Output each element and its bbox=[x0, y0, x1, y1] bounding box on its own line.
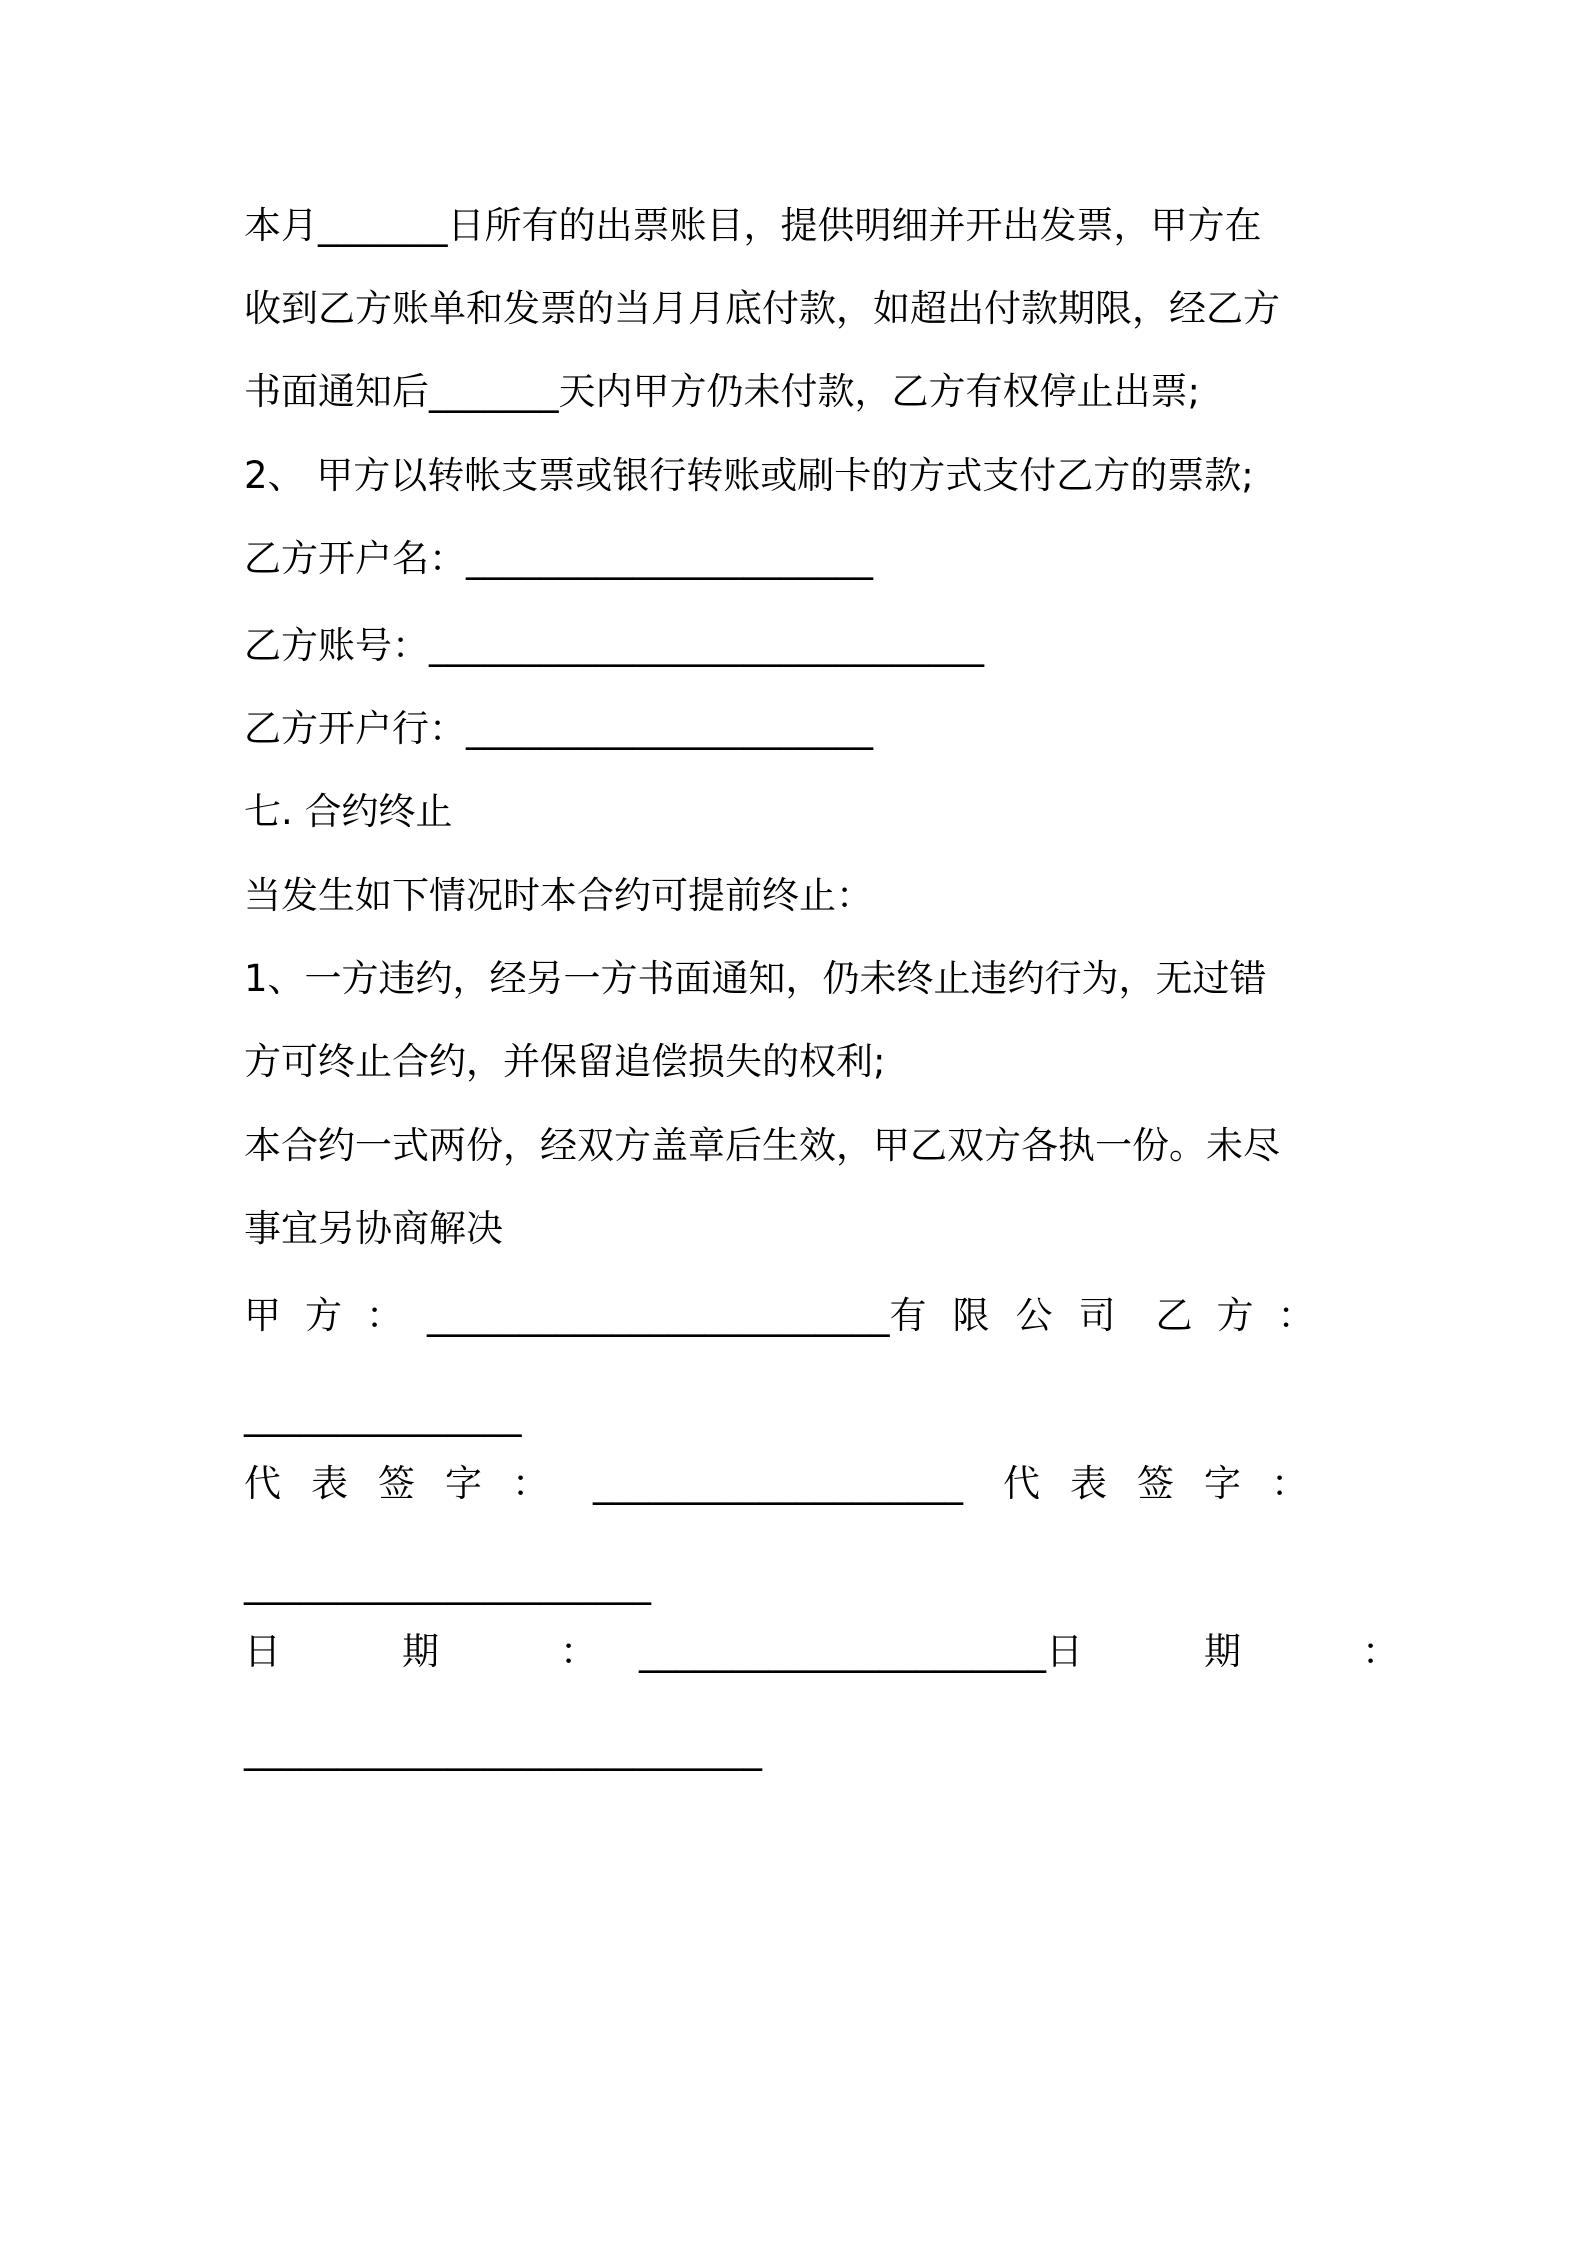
representative-signature-row bbox=[244, 1460, 1354, 1508]
section-7-heading: 七. 合约终止 bbox=[244, 790, 453, 833]
rep-label-b: 代表签字： bbox=[1003, 1462, 1338, 1505]
termination-item-1-line-2: 方可终止合约，并保留追偿损失的权利; bbox=[244, 1040, 886, 1083]
date-label-a: 日 期 ： bbox=[244, 1630, 639, 1673]
party-a-label: 甲方： bbox=[244, 1294, 427, 1337]
payment-paragraph-line-2: 收到乙方账单和发票的当月月底付款，如超出付款期限，经乙方 bbox=[244, 287, 1280, 330]
date-label-b: 日 期 ： bbox=[1046, 1630, 1441, 1673]
account-number-field: 乙方账号：______________________________ bbox=[244, 624, 984, 667]
rep-label-a: 代表签字： bbox=[244, 1462, 579, 1505]
party-signature-row bbox=[244, 1292, 1354, 1340]
termination-intro: 当发生如下情况时本合约可提前终止： bbox=[244, 874, 873, 917]
date-blank-b: ____________________________ bbox=[244, 1728, 762, 1771]
closing-line-2: 事宜另协商解决 bbox=[244, 1207, 503, 1250]
account-name-field: 乙方开户名：______________________ bbox=[244, 537, 873, 580]
account-bank-field: 乙方开户行：______________________ bbox=[244, 707, 873, 750]
date-signature-row bbox=[244, 1628, 1441, 1676]
party-b-blank: _______________ bbox=[244, 1394, 522, 1437]
date-blank-a: ______________________ bbox=[639, 1630, 1046, 1673]
payment-paragraph-line-3: 书面通知后_______天内甲方仍未付款，乙方有权停止出票; bbox=[244, 370, 1200, 413]
party-b-label: 乙方： bbox=[1155, 1294, 1339, 1337]
party-a-blank: _________________________ bbox=[427, 1294, 890, 1337]
termination-item-1-line-1: 1、一方违约，经另一方书面通知，仍未终止违约行为，无过错 bbox=[244, 957, 1267, 1000]
payment-paragraph-line-1: 本月_______日所有的出票账目，提供明细并开出发票，甲方在 bbox=[244, 204, 1262, 247]
closing-line-1: 本合约一式两份，经双方盖章后生效，甲乙双方各执一份。未尽 bbox=[244, 1124, 1280, 1167]
rep-blank-a: ____________________ bbox=[593, 1462, 963, 1505]
party-a-suffix: 有限公司 bbox=[889, 1294, 1142, 1337]
rep-blank-b: ______________________ bbox=[244, 1562, 651, 1605]
payment-method-item: 2、 甲方以转帐支票或银行转账或刷卡的方式支付乙方的票款; bbox=[244, 454, 1254, 497]
